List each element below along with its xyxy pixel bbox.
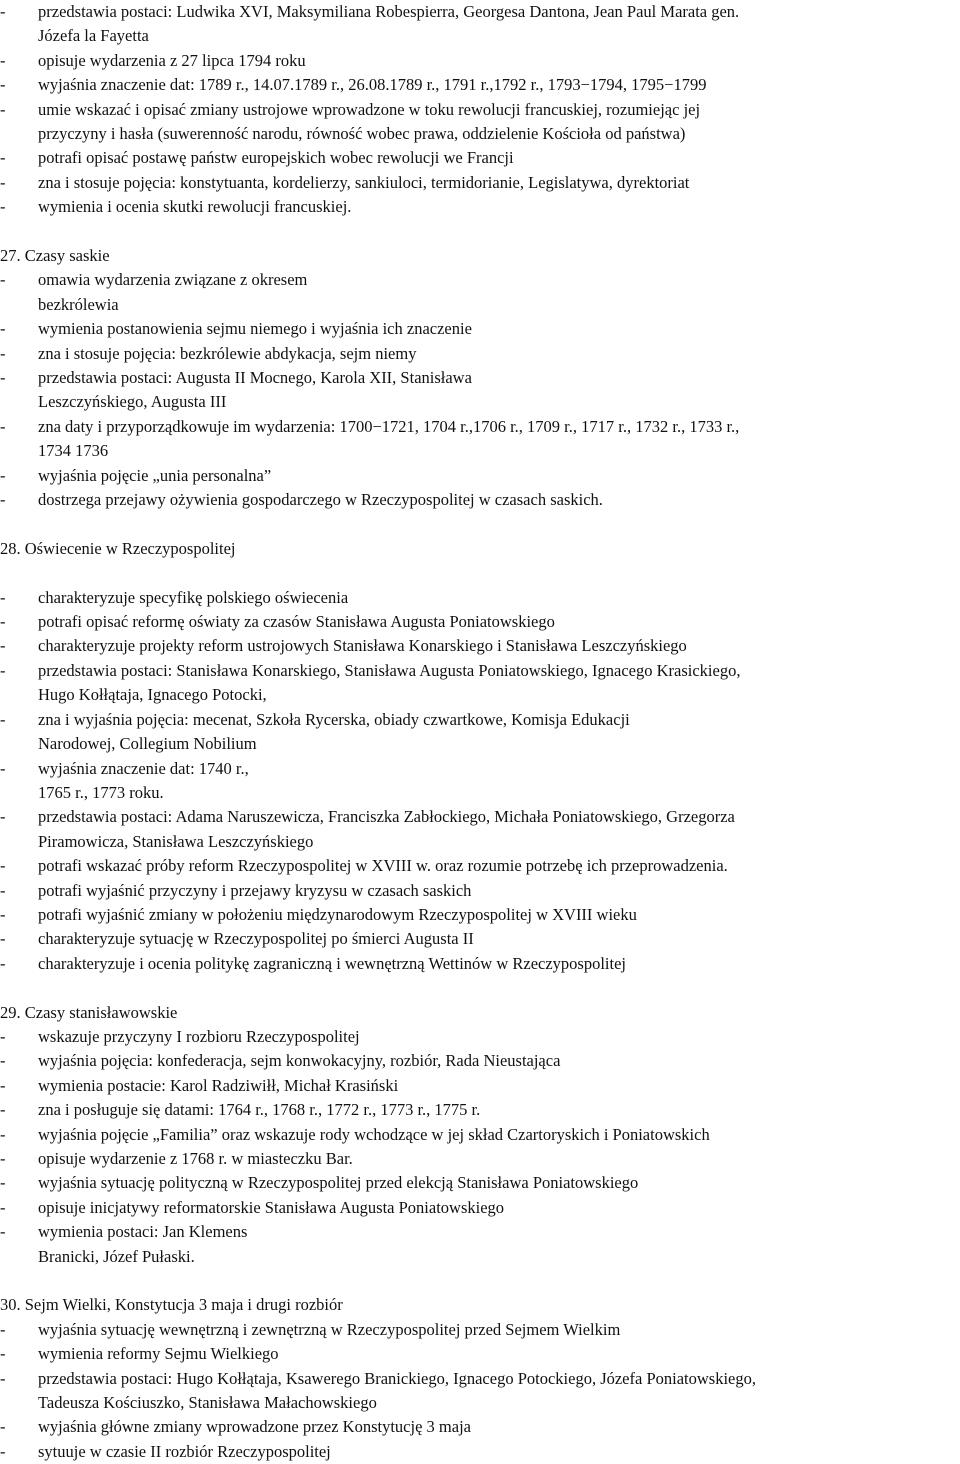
list-item-text: wymienia postanowienia sejmu niemego i wyjaśnia ich znaczenie xyxy=(38,319,472,339)
list-item-text: charakteryzuje projekty reform ustrojowych Stanisława Konarskiego i Stanisława Leszczyńskiego xyxy=(38,636,687,656)
list-bullet: - xyxy=(0,636,6,656)
list-item xyxy=(0,927,960,951)
list-item-text: wymienia postacie: Karol Radziwiłł, Michał Krasiński xyxy=(38,1075,399,1095)
list-item-text: charakteryzuje sytuację w Rzeczypospolitej po śmierci Augusta II xyxy=(38,929,474,949)
list-bullet: - xyxy=(0,465,6,485)
list-item xyxy=(0,1025,960,1049)
list-item xyxy=(0,1415,960,1439)
section-heading: 29. Czasy stanisławowskie xyxy=(0,1002,178,1022)
list-item-text: opisuje wydarzenia z 27 lipca 1794 roku xyxy=(38,50,306,70)
list-item-text: zna i posługuje się datami: 1764 r., 1768 r., 1772 r., 1773 r., 1775 r. xyxy=(38,1100,481,1120)
list-item-text: Tadeusza Kościuszko, Stanisława Małachowskiego xyxy=(38,1393,377,1413)
list-bullet: - xyxy=(0,587,6,607)
list-item-text: Branicki, Józef Pułaski. xyxy=(38,1246,195,1266)
list-item xyxy=(0,146,960,170)
list-bullet: - xyxy=(0,1124,6,1144)
list-item-text: Narodowej, Collegium Nobilium xyxy=(38,734,257,754)
list-item-text: 1734 1736 xyxy=(38,441,109,461)
list-item-text: potrafi wyjaśnić zmiany w położeniu międzynarodowym Rzeczypospolitej w XVIII wieku xyxy=(38,904,637,924)
list-item-text: umie wskazać i opisać zmiany ustrojowe wprowadzone w toku rewolucji francuskiej, rozumiejąc jej xyxy=(38,99,701,119)
list-item-text: wyjaśnia sytuację wewnętrzną i zewnętrzną w Rzeczypospolitej przed Sejmem Wielkim xyxy=(38,1319,621,1339)
list-item xyxy=(0,659,960,708)
list-bullet: - xyxy=(0,1319,6,1339)
list-item xyxy=(0,1098,960,1122)
list-item xyxy=(0,415,960,464)
list-item xyxy=(0,268,960,317)
list-bullet: - xyxy=(0,612,6,632)
list-bullet: - xyxy=(0,904,6,924)
list-bullet: - xyxy=(0,929,6,949)
list-item xyxy=(0,634,960,658)
list-item xyxy=(0,952,960,976)
list-bullet: - xyxy=(0,75,6,95)
list-item-text: Hugo Kołłątaja, Ignacego Potocki, xyxy=(38,685,267,705)
section-heading: 28. Oświecenie w Rzeczypospolitej xyxy=(0,538,236,558)
list-item xyxy=(0,1049,960,1073)
list-bullet: - xyxy=(0,1197,6,1217)
list-item-text: charakteryzuje i ocenia politykę zagraniczną i wewnętrzną Wettinów w Rzeczypospolitej xyxy=(38,953,626,973)
list-bullet: - xyxy=(0,709,6,729)
list-item xyxy=(0,708,960,757)
section-heading: 30. Sejm Wielki, Konstytucja 3 maja i drugi rozbiór xyxy=(0,1295,343,1315)
list-item-text: potrafi wskazać próby reform Rzeczypospolitej w XVIII w. oraz rozumie potrzebę ich przeprowadzenia. xyxy=(38,856,728,876)
list-item-text: przedstawia postaci: Ludwika XVI, Maksymiliana Robespierra, Georgesa Dantona, Jean Paul Marata gen. xyxy=(38,2,740,21)
list-item xyxy=(0,1123,960,1147)
list-bullet: - xyxy=(0,490,6,510)
list-bullet: - xyxy=(0,856,6,876)
list-item-text: dostrzega przejawy ożywienia gospodarczego w Rzeczypospolitej w czasach saskich. xyxy=(38,490,603,510)
list-item-text: potrafi opisać postawę państw europejskich wobec rewolucji we Francji xyxy=(38,148,514,168)
list-bullet: - xyxy=(0,148,6,168)
list-bullet: - xyxy=(0,2,6,21)
list-item-text: zna i stosuje pojęcia: konstytuanta, kordelierzy, sankiuloci, termidorianie, Legislatywa, dyrektoriat xyxy=(38,172,690,192)
list-item xyxy=(0,586,960,610)
list-item-text: zna i wyjaśnia pojęcia: mecenat, Szkoła Rycerska, obiady czwartkowe, Komisja Edukacji xyxy=(38,709,630,729)
list-item-text: wymienia i ocenia skutki rewolucji francuskiej. xyxy=(38,197,352,217)
section-spacer xyxy=(0,1269,960,1293)
section-heading: 27. Czasy saskie xyxy=(0,246,110,266)
list-item-text: przedstawia postaci: Stanisława Konarskiego, Stanisława Augusta Poniatowskiego, Ignacego Krasickiego, xyxy=(38,660,741,680)
section-spacer xyxy=(0,976,960,1000)
list-bullet: - xyxy=(0,758,6,778)
list-item-text: zna i stosuje pojęcia: bezkrólewie abdykacja, sejm niemy xyxy=(38,343,417,363)
list-item-text: Piramowicza, Stanisława Leszczyńskiego xyxy=(38,831,314,851)
list-item xyxy=(0,1367,960,1416)
list-item-text: wyjaśnia pojęcie „Familia” oraz wskazuje rody wchodzące w jej skład Czartoryskich i Poniatowskich xyxy=(38,1124,710,1144)
list-bullet: - xyxy=(0,1026,6,1046)
list-item xyxy=(0,366,960,415)
list-item xyxy=(0,854,960,878)
list-bullet: - xyxy=(0,1441,6,1461)
list-bullet: - xyxy=(0,343,6,363)
list-item xyxy=(0,195,960,219)
list-item xyxy=(0,1171,960,1195)
list-item-text: 1765 r., 1773 roku. xyxy=(38,782,164,802)
list-item xyxy=(0,0,960,49)
list-item xyxy=(0,342,960,366)
list-bullet: - xyxy=(0,319,6,339)
list-bullet: - xyxy=(0,1075,6,1095)
list-item-text: wymienia postaci: Jan Klemens xyxy=(38,1222,248,1242)
list-item-text: przedstawia postaci: Hugo Kołłątaja, Ksawerego Branickiego, Ignacego Potockiego, Józefa Poniatowskiego, xyxy=(38,1368,756,1388)
list-item-text: potrafi wyjaśnić przyczyny i przejawy kryzysu w czasach saskich xyxy=(38,880,472,900)
list-item xyxy=(0,1440,960,1464)
list-item xyxy=(0,49,960,73)
list-item xyxy=(0,1074,960,1098)
list-item-text: opisuje wydarzenie z 1768 r. w miasteczku Bar. xyxy=(38,1148,353,1168)
list-bullet: - xyxy=(0,416,6,436)
list-bullet: - xyxy=(0,1368,6,1388)
section-3 xyxy=(0,1001,960,1269)
list-bullet: - xyxy=(0,1417,6,1437)
list-bullet: - xyxy=(0,1100,6,1120)
list-item-text: wyjaśnia znaczenie dat: 1740 r., xyxy=(38,758,249,778)
spacer xyxy=(0,561,960,585)
list-bullet: - xyxy=(0,1173,6,1193)
list-bullet: - xyxy=(0,660,6,680)
list-item-text: zna daty i przyporządkowuje im wydarzenia: 1700−1721, 1704 r.,1706 r., 1709 r., 1717 r., 1732 r., 1733 r., xyxy=(38,416,740,436)
list-item xyxy=(0,464,960,488)
list-item xyxy=(0,805,960,854)
list-bullet: - xyxy=(0,880,6,900)
list-item xyxy=(0,879,960,903)
list-bullet: - xyxy=(0,270,6,290)
list-item xyxy=(0,317,960,341)
list-item-text: Józefa la Fayetta xyxy=(38,26,149,46)
section-2 xyxy=(0,537,960,976)
list-item-text: opisuje inicjatywy reformatorskie Stanisława Augusta Poniatowskiego xyxy=(38,1197,505,1217)
section-1 xyxy=(0,244,960,512)
list-bullet: - xyxy=(0,1222,6,1242)
list-item-text: wyjaśnia znaczenie dat: 1789 r., 14.07.1789 r., 26.08.1789 r., 1791 r.,1792 r., 1793−1794, 1795−1799 xyxy=(38,75,707,95)
list-bullet: - xyxy=(0,172,6,192)
section-spacer xyxy=(0,513,960,537)
list-item-text: sytuuje w czasie II rozbiór Rzeczypospolitej xyxy=(38,1441,331,1461)
list-item-text: wyjaśnia sytuację polityczną w Rzeczypospolitej przed elekcją Stanisława Poniatowskiego xyxy=(38,1173,639,1193)
list-item-text: Leszczyńskiego, Augusta III xyxy=(38,392,227,412)
section-spacer xyxy=(0,220,960,244)
list-bullet: - xyxy=(0,99,6,119)
list-item-text: potrafi opisać reformę oświaty za czasów Stanisława Augusta Poniatowskiego xyxy=(38,612,555,632)
list-item xyxy=(0,1318,960,1342)
list-bullet: - xyxy=(0,1051,6,1071)
list-item xyxy=(0,488,960,512)
list-item-text: charakteryzuje specyfikę polskiego oświecenia xyxy=(38,587,349,607)
list-item-text: wymienia reformy Sejmu Wielkiego xyxy=(38,1344,279,1364)
list-bullet: - xyxy=(0,368,6,388)
list-bullet: - xyxy=(0,1344,6,1364)
list-item xyxy=(0,903,960,927)
list-item xyxy=(0,757,960,806)
list-item-text: bezkrólewia xyxy=(38,294,119,314)
list-bullet: - xyxy=(0,197,6,217)
list-item-text: przedstawia postaci: Augusta II Mocnego, Karola XII, Stanisława xyxy=(38,368,472,388)
list-item xyxy=(0,1196,960,1220)
list-item-text: wyjaśnia główne zmiany wprowadzone przez Konstytucję 3 maja xyxy=(38,1417,471,1437)
list-item-text: omawia wydarzenia związane z okresem xyxy=(38,270,308,290)
list-item xyxy=(0,1220,960,1269)
list-item xyxy=(0,171,960,195)
list-item xyxy=(0,98,960,147)
list-bullet: - xyxy=(0,1148,6,1168)
list-item-text: przedstawia postaci: Adama Naruszewicza, Franciszka Zabłockiego, Michała Poniatowskiego, Grzegorza xyxy=(38,807,735,827)
list-item-text: wskazuje przyczyny I rozbioru Rzeczypospolitej xyxy=(38,1026,360,1046)
list-item-text: wyjaśnia pojęcia: konfederacja, sejm konwokacyjny, rozbiór, Rada Nieustająca xyxy=(38,1051,561,1071)
list-item xyxy=(0,1147,960,1171)
list-item xyxy=(0,610,960,634)
list-bullet: - xyxy=(0,50,6,70)
section-4 xyxy=(0,1293,960,1464)
list-bullet: - xyxy=(0,807,6,827)
section-0 xyxy=(0,0,960,220)
list-item xyxy=(0,1342,960,1366)
list-bullet: - xyxy=(0,953,6,973)
list-item xyxy=(0,73,960,97)
list-item-text: przyczyny i hasła (suwerenność narodu, równość wobec prawa, oddzielenie Kościoła od państwa) xyxy=(38,124,686,144)
list-item-text: wyjaśnia pojęcie „unia personalna” xyxy=(38,465,272,485)
